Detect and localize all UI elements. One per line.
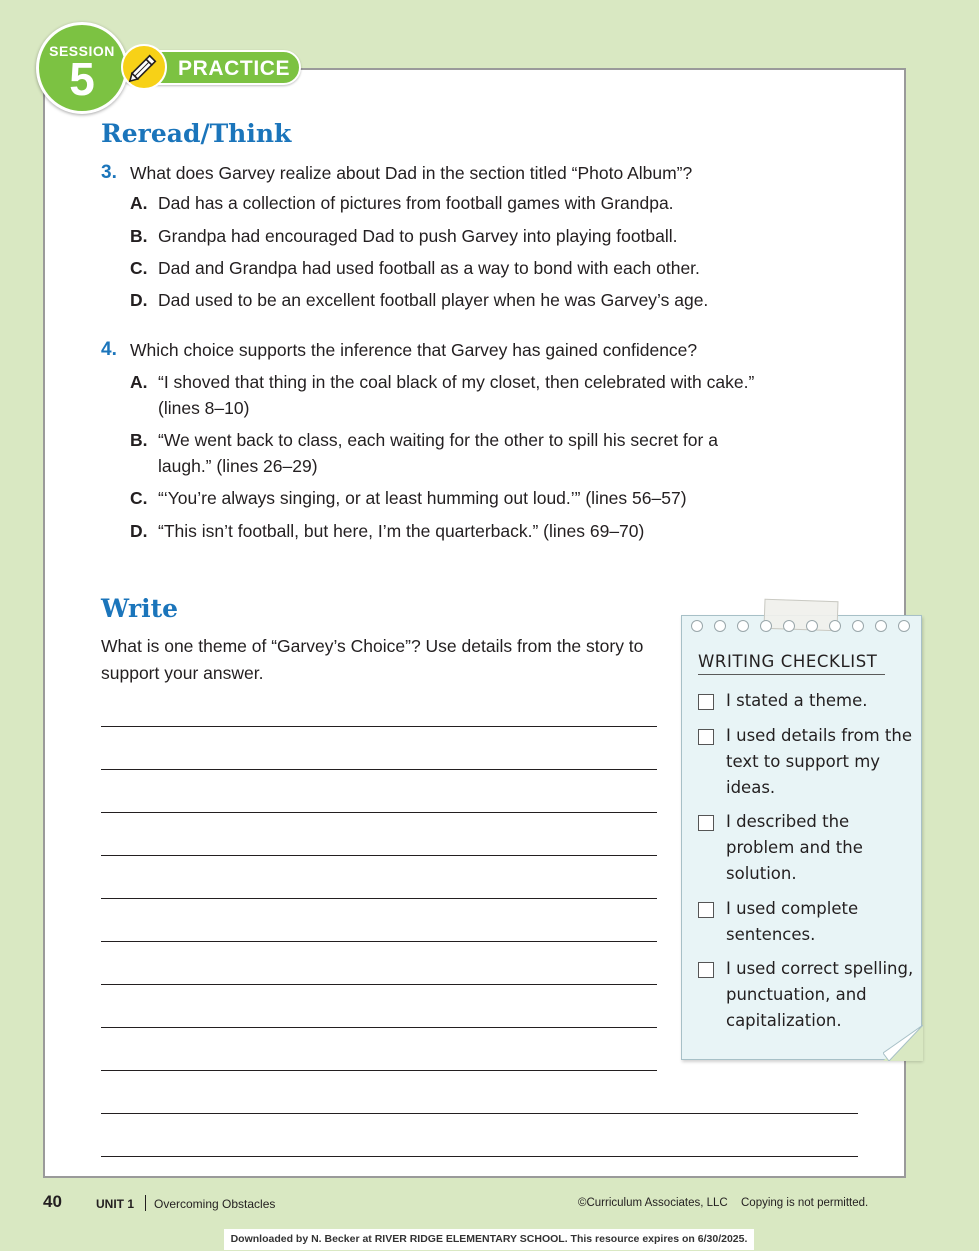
binder-ring-icon [852,620,864,632]
page-number: 40 [43,1192,62,1211]
checklist-item-text: I stated a theme. [726,691,868,710]
binder-ring-icon [737,620,749,632]
copy-notice: Copying is not permitted. [741,1197,869,1209]
option-text: “This isn’t football, but here, I’m the quarterback.” (lines 69–70) [158,521,645,541]
option-text: Grandpa had encouraged Dad to push Garvey into playing football. [158,226,678,246]
binder-ring-icon [898,620,910,632]
checklist-item-text: I used details from the text to support my ideas. [726,726,912,797]
binder-ring-icon [783,620,795,632]
download-notice: Downloaded by N. Becker at RIVER RIDGE ELEMENTARY SCHOOL. This resource expires on 6/30/2025. [224,1229,754,1250]
option-text: Dad has a collection of pictures from football games with Grandpa. [158,193,674,213]
answer-line [101,812,657,813]
option-text: Dad used to be an excellent football player when he was Garvey’s age. [158,290,709,310]
option-letter: C. [130,258,148,278]
pencil-icon [121,44,167,90]
question-number: 3. [101,162,117,183]
writing-checklist [681,615,922,1060]
tape-strip [763,599,838,632]
unit-topic: Overcoming Obstacles [154,1197,276,1211]
footer-divider [145,1195,146,1211]
option-letter: B. [130,430,148,450]
session-badge [36,22,128,114]
option-text: “I shoved that thing in the coal black of my closet, then celebrated with cake.” (lines 8–10) [158,372,755,418]
binder-ring-icon [691,620,703,632]
option-text: Dad and Grandpa had used football as a way to bond with each other. [158,258,700,278]
question-text: Which choice supports the inference that Garvey has gained confidence? [130,340,698,360]
answer-line [101,1070,657,1071]
binder-ring-icon [806,620,818,632]
checkbox[interactable] [698,729,714,745]
write-prompt: What is one theme of “Garvey’s Choice”? Use details from the story to support your answer. [101,636,644,683]
binder-ring-icon [875,620,887,632]
question-text: What does Garvey realize about Dad in the section titled “Photo Album”? [130,163,693,183]
answer-line [101,855,657,856]
option-letter: B. [130,226,148,246]
option-letter: C. [130,488,148,508]
checkbox[interactable] [698,962,714,978]
answer-line [101,941,657,942]
binder-ring-icon [714,620,726,632]
checklist-item-text: I used complete sentences. [726,899,859,944]
question-number: 4. [101,339,117,360]
option-letter: A. [130,193,148,213]
checklist-item-text: I used correct spelling, punctuation, and capitalization. [726,959,914,1030]
option-letter: A. [130,372,148,392]
option-letter: D. [130,521,148,541]
copyright: ©Curriculum Associates, LLC [578,1197,728,1209]
option-text: “We went back to class, each waiting for the other to spill his secret for a laugh.” (lines 26–29) [158,430,718,476]
option-text: “‘You’re always singing, or at least humming out loud.’” (lines 56–57) [158,488,687,508]
answer-line [101,898,657,899]
reread-think-heading: Reread/Think [101,119,292,148]
unit-label: UNIT 1 [96,1197,135,1211]
checkbox[interactable] [698,694,714,710]
binder-ring-icon [829,620,841,632]
session-number: 5 [69,53,95,105]
practice-label: PRACTICE [178,57,291,80]
answer-line [101,1113,858,1114]
checklist-item-text: I described the problem and the solution. [726,812,863,883]
answer-line [101,769,657,770]
option-letter: D. [130,290,148,310]
answer-line [101,1027,657,1028]
page-curl [883,1025,923,1061]
answer-line [101,726,657,727]
answer-line [101,984,657,985]
binder-ring-icon [760,620,772,632]
write-heading: Write [101,594,179,623]
checkbox[interactable] [698,815,714,831]
answer-line [101,1156,858,1157]
session-label: SESSION [49,43,115,59]
title-underline [698,674,885,675]
checklist-title: WRITING CHECKLIST [698,652,878,671]
checkbox[interactable] [698,902,714,918]
